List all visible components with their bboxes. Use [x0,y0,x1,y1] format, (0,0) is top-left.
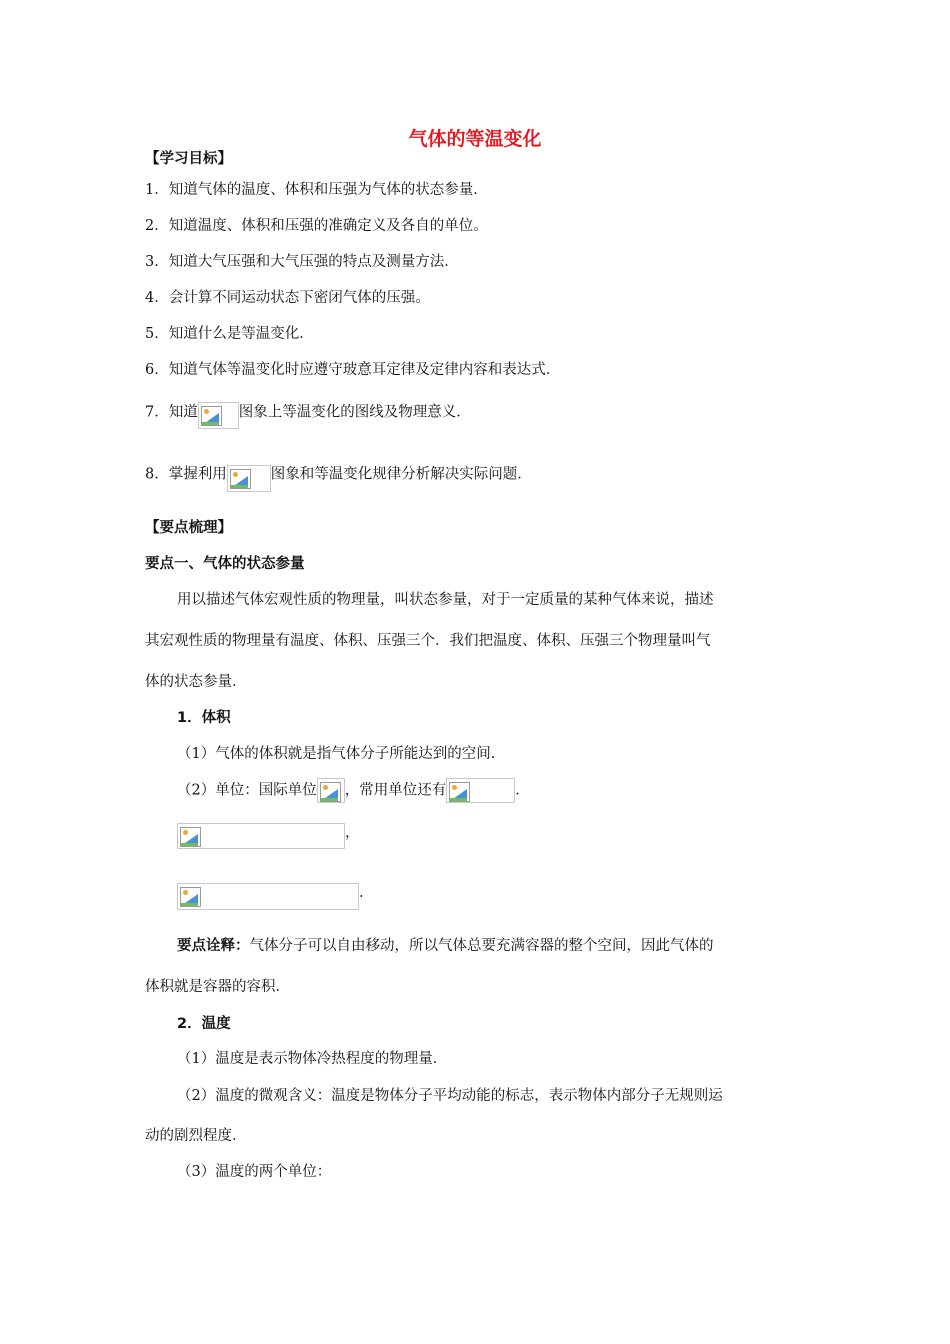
broken-image-icon [227,465,271,492]
temp-item-3: （3）温度的两个单位： [177,1164,332,1180]
goal8-suffix: 图象和等温变化规律分析解决实际问题． [270,466,532,483]
goal-item-7 [145,396,471,429]
goal8-prefix: 8．掌握利用 [145,466,227,483]
point1-heading: 要点一、气体的状态参量 [145,556,305,572]
volume2-middle: ，常用单位还有 [344,782,447,799]
goal7-prefix: 7．知道 [145,404,198,421]
note-text-1: 气体分子可以自由移动，所以气体总要充满容器的整个空间，因此气体的 [249,938,714,954]
para1-line-3: 体的状态参量． [145,674,247,690]
broken-image-icon [177,823,345,849]
broken-image-icon [317,778,345,803]
temp-item-2-line-2: 动的剧烈程度． [145,1128,247,1144]
volume2-prefix: （2）单位：国际单位 [177,782,317,799]
note-line-2: 体积就是容器的容积． [145,979,290,995]
page-title: 气体的等温变化 [408,128,542,150]
volume2-suffix: ． [515,782,530,799]
volume-item-2 [177,778,530,803]
goal-item-1: 1．知道气体的温度、体积和压强为气体的状态参量． [145,182,488,198]
goal-item-8 [145,457,532,492]
goal-item-6: 6．知道气体等温变化时应遵守玻意耳定律及定律内容和表达式． [145,362,561,378]
goal-item-4: 4．会计算不同运动状态下密闭气体的压强。 [145,290,430,306]
formula-line-2 [177,883,374,910]
temp-heading: 2．温度 [177,1016,231,1032]
formula2-suffix: ． [359,885,374,901]
para1-line-2: 其宏观性质的物理量有温度、体积、压强三个．我们把温度、体积、压强三个物理量叫气 [145,633,711,649]
broken-image-icon [198,402,239,429]
volume-heading: 1．体积 [177,710,231,726]
goal-item-3: 3．知道大气压强和大气压强的特点及测量方法． [145,254,459,270]
goal-item-5: 5．知道什么是等温变化． [145,326,314,342]
goal7-suffix: 图象上等温变化的图线及物理意义． [238,404,471,421]
formula-line-1 [177,823,360,849]
section-goals-heading: 【学习目标】 [145,151,232,167]
broken-image-icon [177,883,359,910]
volume-item-1: （1）气体的体积就是指气体分子所能达到的空间． [177,746,506,762]
temp-item-2-line-1: （2）温度的微观含义：温度是物体分子平均动能的标志，表示物体内部分子无规则运 [177,1088,723,1104]
para1-line-1: 用以描述气体宏观性质的物理量，叫状态参量，对于一定质量的某种气体来说，描述 [177,592,714,608]
section-points-heading: 【要点梳理】 [145,520,232,536]
broken-image-icon [446,778,515,803]
temp-item-1: （1）温度是表示物体冷热程度的物理量． [177,1051,448,1067]
goal-item-2: 2．知道温度、体积和压强的准确定义及各自的单位。 [145,218,488,234]
formula1-suffix: ， [345,825,360,841]
note-label: 要点诠释： [177,938,250,954]
note-line-1 [177,936,714,956]
